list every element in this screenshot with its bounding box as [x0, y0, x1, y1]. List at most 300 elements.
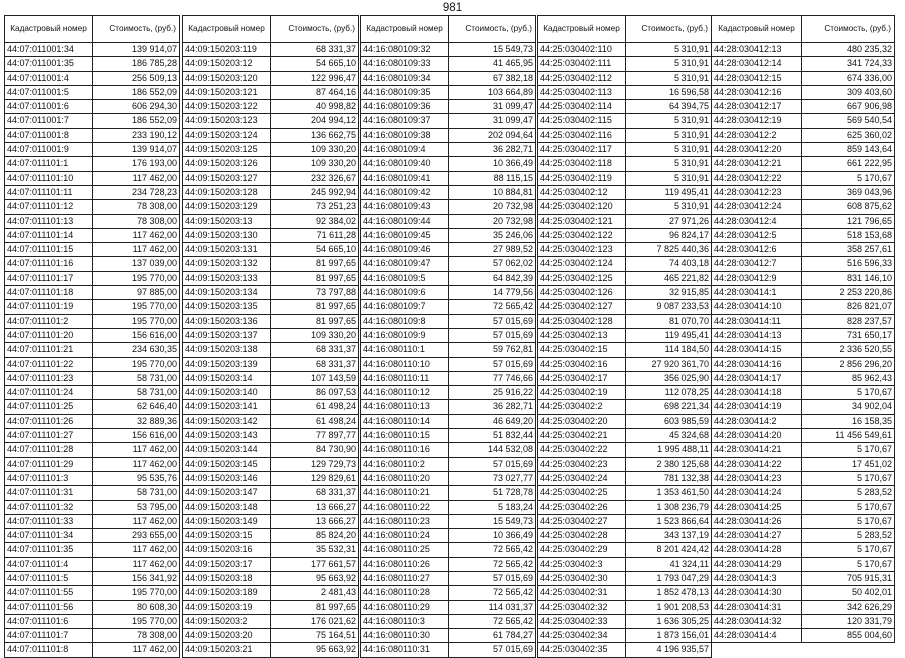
cost-cell: 41 324,11: [626, 557, 712, 571]
cost-cell: 2 856 296,20: [802, 357, 895, 371]
table-row: [712, 343, 895, 357]
cadastral-number-cell: 44:07:011101:32: [5, 500, 93, 514]
table-row: [361, 171, 536, 185]
cost-cell: 2 380 125,68: [626, 457, 712, 471]
cost-cell: 117 462,00: [93, 514, 180, 528]
cadastral-number-cell: 44:07:011001:34: [5, 43, 93, 57]
cadastral-number-cell: 44:09:150203:15: [183, 529, 271, 543]
cost-cell: 705 915,31: [802, 571, 895, 585]
table-row: [712, 414, 895, 428]
cost-cell: 34 902,04: [802, 400, 895, 414]
table-row: [712, 171, 895, 185]
cadastral-number-cell: 44:09:150203:135: [183, 300, 271, 314]
cadastral-number-cell: 44:28:030412:9: [712, 271, 802, 285]
table-row: [712, 157, 895, 171]
table-row: [5, 614, 180, 628]
table-row: [361, 557, 536, 571]
cadastral-number-cell: 44:25:030402:17: [538, 371, 626, 385]
cost-cell: 356 025,90: [626, 371, 712, 385]
cadastral-table: [182, 15, 359, 658]
cadastral-number-cell: 44:16:080110:16: [361, 443, 449, 457]
table-row: [183, 300, 359, 314]
table-row: [5, 557, 180, 571]
cadastral-number-cell: 44:07:011101:8: [5, 643, 93, 657]
table-row: [538, 286, 712, 300]
table-row: [183, 600, 359, 614]
table-row: [538, 43, 712, 57]
table-row: [361, 214, 536, 228]
table-row: [712, 328, 895, 342]
cadastral-number-cell: 44:07:011101:27: [5, 429, 93, 443]
table-row: [538, 328, 712, 342]
cost-cell: 68 331,37: [271, 357, 359, 371]
table-row: [5, 200, 180, 214]
cadastral-number-cell: 44:16:080110:21: [361, 486, 449, 500]
table-row: [712, 371, 895, 385]
table-row: [538, 257, 712, 271]
cost-cell: 92 384,02: [271, 214, 359, 228]
cost-cell: 85 824,20: [271, 529, 359, 543]
table-row: [361, 228, 536, 242]
table-row: [361, 643, 536, 657]
table-row: [361, 314, 536, 328]
cost-cell: 13 666,27: [271, 514, 359, 528]
cadastral-number-cell: 44:07:011001:4: [5, 71, 93, 85]
cadastral-number-cell: 44:28:030414:30: [712, 586, 802, 600]
cost-cell: 61 498,24: [271, 414, 359, 428]
cost-cell: 109 330,20: [271, 143, 359, 157]
cost-cell: 117 462,00: [93, 443, 180, 457]
cadastral-number-cell: 44:28:030414:27: [712, 529, 802, 543]
table-row: [183, 271, 359, 285]
cost-cell: 293 655,00: [93, 529, 180, 543]
table-row: [5, 486, 180, 500]
cadastral-number-cell: 44:16:080110:3: [361, 614, 449, 628]
cadastral-number-cell: 44:28:030414:28: [712, 543, 802, 557]
table-row: [361, 257, 536, 271]
cadastral-number-cell: 44:07:011101:11: [5, 185, 93, 199]
table-row: [183, 629, 359, 643]
table-row: [5, 457, 180, 471]
cadastral-number-cell: 44:09:150203:124: [183, 128, 271, 142]
table-row: [712, 214, 895, 228]
table-row: [538, 243, 712, 257]
table-row: [538, 300, 712, 314]
cost-cell: 122 996,47: [271, 71, 359, 85]
cost-cell: 177 661,57: [271, 557, 359, 571]
cost-cell: 5 310,91: [626, 143, 712, 157]
cadastral-number-cell: 44:28:030414:23: [712, 471, 802, 485]
table-row: [712, 314, 895, 328]
cadastral-number-cell: 44:16:080109:45: [361, 228, 449, 242]
cost-cell: 137 039,00: [93, 257, 180, 271]
table-row: [5, 328, 180, 342]
table-row: [5, 85, 180, 99]
cost-cell: 5 310,91: [626, 71, 712, 85]
cost-cell: 5 310,91: [626, 171, 712, 185]
cost-cell: 139 914,07: [93, 43, 180, 57]
cost-cell: 45 324,68: [626, 429, 712, 443]
cadastral-number-cell: 44:25:030402:25: [538, 486, 626, 500]
cadastral-number-cell: 44:07:011101:19: [5, 300, 93, 314]
cadastral-number-cell: 44:28:030412:22: [712, 171, 802, 185]
table-row: [361, 100, 536, 114]
table-row: [712, 543, 895, 557]
cadastral-number-cell: 44:09:150203:18: [183, 571, 271, 585]
cadastral-number-cell: 44:28:030414:29: [712, 557, 802, 571]
cadastral-number-cell: 44:25:030402:124: [538, 257, 626, 271]
cost-cell: 176 021,62: [271, 614, 359, 628]
cost-cell: 1 901 208,53: [626, 600, 712, 614]
table-row: [538, 100, 712, 114]
cadastral-number-cell: 44:28:030414:20: [712, 429, 802, 443]
table-row: [538, 314, 712, 328]
table-row: [183, 543, 359, 557]
table-row: [361, 543, 536, 557]
table-header-row: [361, 16, 536, 43]
cadastral-number-cell: 44:09:150203:148: [183, 500, 271, 514]
cadastral-number-cell: 44:07:011001:35: [5, 57, 93, 71]
cadastral-number-cell: 44:28:030412:21: [712, 157, 802, 171]
table-row: [538, 386, 712, 400]
cadastral-number-cell: 44:16:080109:38: [361, 128, 449, 142]
cadastral-number-cell: 44:07:011101:5: [5, 571, 93, 585]
table-row: [5, 243, 180, 257]
cadastral-number-cell: 44:09:150203:20: [183, 629, 271, 643]
cost-cell: 234 728,23: [93, 185, 180, 199]
cadastral-number-cell: 44:07:011001:8: [5, 128, 93, 142]
cost-cell: 27 989,52: [449, 243, 536, 257]
table-row: [712, 514, 895, 528]
cadastral-number-cell: 44:25:030402:121: [538, 214, 626, 228]
cost-cell: 36 282,71: [449, 400, 536, 414]
cost-cell: 5 310,91: [626, 157, 712, 171]
table-row: [538, 128, 712, 142]
cadastral-number-cell: 44:16:080109:8: [361, 314, 449, 328]
cadastral-number-cell: 44:28:030414:19: [712, 400, 802, 414]
cadastral-number-cell: 44:09:150203:140: [183, 386, 271, 400]
table-row: [538, 271, 712, 285]
cost-cell: 5 170,67: [802, 514, 895, 528]
cadastral-number-cell: 44:07:011101:3: [5, 471, 93, 485]
table-row: [183, 557, 359, 571]
table-row: [538, 200, 712, 214]
cadastral-number-cell: 44:25:030402:15: [538, 343, 626, 357]
cost-cell: 62 646,40: [93, 400, 180, 414]
cost-cell: 698 221,34: [626, 400, 712, 414]
table-row: [5, 643, 180, 657]
table-row: [183, 529, 359, 543]
cost-cell: 72 565,42: [449, 557, 536, 571]
cadastral-number-cell: 44:16:080109:36: [361, 100, 449, 114]
cadastral-number-cell: 44:07:011101:17: [5, 271, 93, 285]
cost-cell: 156 616,00: [93, 328, 180, 342]
cost-cell: 234 630,35: [93, 343, 180, 357]
cadastral-number-cell: 44:16:080110:28: [361, 586, 449, 600]
cost-cell: 2 481,43: [271, 586, 359, 600]
table-row: [361, 271, 536, 285]
table-row: [5, 429, 180, 443]
cadastral-number-cell: 44:07:011101:56: [5, 600, 93, 614]
cost-cell: 81 997,65: [271, 271, 359, 285]
cost-cell: 27 971,26: [626, 214, 712, 228]
cost-cell: 859 143,64: [802, 143, 895, 157]
cadastral-number-cell: 44:09:150203:123: [183, 114, 271, 128]
header-cost: Стоимость, (руб.): [449, 16, 536, 43]
cadastral-number-cell: 44:09:150203:122: [183, 100, 271, 114]
cost-cell: 14 779,56: [449, 286, 536, 300]
cost-cell: 16 596,58: [626, 85, 712, 99]
cadastral-number-cell: 44:25:030402:118: [538, 157, 626, 171]
cost-cell: 2 336 520,55: [802, 343, 895, 357]
cadastral-number-cell: 44:16:080109:37: [361, 114, 449, 128]
cadastral-number-cell: 44:25:030402:35: [538, 643, 626, 657]
cost-cell: 5 310,91: [626, 128, 712, 142]
cadastral-number-cell: 44:09:150203:147: [183, 486, 271, 500]
cadastral-number-cell: 44:25:030402:16: [538, 357, 626, 371]
cost-cell: 81 070,70: [626, 314, 712, 328]
table-row: [361, 500, 536, 514]
table-row: [5, 114, 180, 128]
cadastral-number-cell: 44:07:011101:10: [5, 171, 93, 185]
table-row: [361, 400, 536, 414]
cadastral-number-cell: 44:25:030402:119: [538, 171, 626, 185]
cadastral-number-cell: 44:25:030402:28: [538, 529, 626, 543]
cost-cell: 78 308,00: [93, 200, 180, 214]
cadastral-number-cell: 44:07:011101:20: [5, 328, 93, 342]
table-row: [183, 114, 359, 128]
table-row: [183, 286, 359, 300]
table-row: [538, 529, 712, 543]
table-row: [183, 43, 359, 57]
cadastral-number-cell: 44:28:030414:17: [712, 371, 802, 385]
cadastral-number-cell: 44:28:030412:5: [712, 228, 802, 242]
cost-cell: 61 498,24: [271, 400, 359, 414]
cadastral-number-cell: 44:16:080110:15: [361, 429, 449, 443]
cadastral-number-cell: 44:09:150203:131: [183, 243, 271, 257]
cost-cell: 57 015,69: [449, 328, 536, 342]
cost-cell: 176 193,00: [93, 157, 180, 171]
cost-cell: 57 015,69: [449, 357, 536, 371]
cadastral-number-cell: 44:25:030402:31: [538, 586, 626, 600]
cost-cell: 54 665,10: [271, 243, 359, 257]
cost-cell: 309 403,60: [802, 85, 895, 99]
cost-cell: 4 196 935,57: [626, 643, 712, 657]
cost-cell: 61 784,27: [449, 629, 536, 643]
cadastral-number-cell: 44:09:150203:139: [183, 357, 271, 371]
cadastral-number-cell: 44:25:030402:112: [538, 71, 626, 85]
cadastral-number-cell: 44:25:030402:26: [538, 500, 626, 514]
table-header-row: [538, 16, 712, 43]
table-row: [712, 457, 895, 471]
cost-cell: 57 062,02: [449, 257, 536, 271]
cost-cell: 112 078,25: [626, 386, 712, 400]
table-row: [183, 243, 359, 257]
table-row: [361, 243, 536, 257]
cost-cell: 1 995 488,11: [626, 443, 712, 457]
cost-cell: 5 170,67: [802, 386, 895, 400]
cadastral-number-cell: 44:16:080110:10: [361, 357, 449, 371]
table-row: [712, 443, 895, 457]
table-row: [361, 43, 536, 57]
table-row: [712, 471, 895, 485]
cadastral-number-cell: 44:09:150203:130: [183, 228, 271, 242]
table-row: [183, 586, 359, 600]
table-row: [538, 543, 712, 557]
cost-cell: 608 875,62: [802, 200, 895, 214]
cost-cell: 5 283,52: [802, 529, 895, 543]
cadastral-number-cell: 44:09:150203:149: [183, 514, 271, 528]
cadastral-number-cell: 44:16:080109:44: [361, 214, 449, 228]
cadastral-number-cell: 44:28:030412:15: [712, 71, 802, 85]
cadastral-number-cell: 44:25:030402:34: [538, 629, 626, 643]
cost-cell: 5 170,67: [802, 500, 895, 514]
cost-cell: 107 143,59: [271, 371, 359, 385]
cadastral-number-cell: 44:28:030412:7: [712, 257, 802, 271]
cadastral-number-cell: 44:28:030412:24: [712, 200, 802, 214]
cost-cell: 67 382,18: [449, 71, 536, 85]
cadastral-number-cell: 44:28:030414:24: [712, 486, 802, 500]
header-cost: Стоимость, (руб.): [93, 16, 180, 43]
table-row: [5, 214, 180, 228]
table-row: [712, 386, 895, 400]
table-row: [5, 529, 180, 543]
cost-cell: 15 549,73: [449, 43, 536, 57]
table-header-row: [712, 16, 895, 43]
cost-cell: 117 462,00: [93, 243, 180, 257]
cost-cell: 731 650,17: [802, 328, 895, 342]
table-row: [712, 629, 895, 643]
cadastral-number-cell: 44:07:011101:16: [5, 257, 93, 271]
table-row: [183, 314, 359, 328]
cost-cell: 826 821,07: [802, 300, 895, 314]
cadastral-number-cell: 44:09:150203:17: [183, 557, 271, 571]
table-row: [5, 471, 180, 485]
cadastral-number-cell: 44:07:011001:9: [5, 143, 93, 157]
cost-cell: 25 916,22: [449, 386, 536, 400]
cost-cell: 5 310,91: [626, 43, 712, 57]
cost-cell: 72 565,42: [449, 586, 536, 600]
cost-cell: 16 158,35: [802, 414, 895, 428]
cost-cell: 81 997,65: [271, 600, 359, 614]
cadastral-number-cell: 44:25:030402:115: [538, 114, 626, 128]
table-row: [5, 257, 180, 271]
table-row: [361, 128, 536, 142]
cost-cell: 10 366,49: [449, 157, 536, 171]
table-row: [538, 157, 712, 171]
cost-cell: 569 540,54: [802, 114, 895, 128]
cost-cell: 58 731,00: [93, 486, 180, 500]
cadastral-number-cell: 44:07:011001:7: [5, 114, 93, 128]
table-row: [361, 357, 536, 371]
table-row: [538, 600, 712, 614]
cost-cell: 36 282,71: [449, 143, 536, 157]
cost-cell: 32 915,85: [626, 286, 712, 300]
cadastral-table: [711, 15, 895, 643]
cost-cell: 5 310,91: [626, 114, 712, 128]
cadastral-number-cell: 44:16:080110:31: [361, 643, 449, 657]
cost-cell: 186 552,09: [93, 114, 180, 128]
cost-cell: 256 509,13: [93, 71, 180, 85]
cadastral-number-cell: 44:09:150203:142: [183, 414, 271, 428]
cadastral-number-cell: 44:09:150203:138: [183, 343, 271, 357]
table-row: [538, 343, 712, 357]
table-row: [712, 71, 895, 85]
cost-cell: 109 330,20: [271, 328, 359, 342]
cadastral-number-cell: 44:25:030402:110: [538, 43, 626, 57]
table-row: [5, 600, 180, 614]
cost-cell: 233 190,12: [93, 128, 180, 142]
cost-cell: 77 897,77: [271, 429, 359, 443]
table-row: [183, 486, 359, 500]
table-row: [361, 571, 536, 585]
cadastral-table: [4, 15, 180, 658]
cost-cell: 57 015,69: [449, 457, 536, 471]
cadastral-number-cell: 44:25:030402:120: [538, 200, 626, 214]
cadastral-number-cell: 44:16:080109:33: [361, 57, 449, 71]
cost-cell: 57 015,69: [449, 314, 536, 328]
table-row: [361, 143, 536, 157]
cost-cell: 117 462,00: [93, 643, 180, 657]
cadastral-number-cell: 44:28:030414:31: [712, 600, 802, 614]
table-row: [538, 171, 712, 185]
table-row: [183, 228, 359, 242]
table-row: [361, 57, 536, 71]
cost-cell: 20 732,98: [449, 214, 536, 228]
table-row: [183, 343, 359, 357]
cadastral-number-cell: 44:25:030402:114: [538, 100, 626, 114]
cost-cell: 103 664,89: [449, 85, 536, 99]
cadastral-number-cell: 44:07:011101:13: [5, 214, 93, 228]
cadastral-number-cell: 44:09:150203:141: [183, 400, 271, 414]
cost-cell: 51 832,44: [449, 429, 536, 443]
cost-cell: 71 611,28: [271, 228, 359, 242]
table-row: [183, 157, 359, 171]
table-row: [361, 414, 536, 428]
header-cost: Стоимость, (руб.): [802, 16, 895, 43]
cost-cell: 11 456 549,61: [802, 429, 895, 443]
table-row: [183, 357, 359, 371]
cadastral-number-cell: 44:16:080109:9: [361, 328, 449, 342]
cost-cell: 5 310,91: [626, 200, 712, 214]
cadastral-number-cell: 44:07:011101:21: [5, 343, 93, 357]
table-row: [361, 471, 536, 485]
table-row: [538, 571, 712, 585]
cost-cell: 117 462,00: [93, 557, 180, 571]
cadastral-number-cell: 44:25:030402:23: [538, 457, 626, 471]
cadastral-number-cell: 44:25:030402:29: [538, 543, 626, 557]
cost-cell: 35 532,31: [271, 543, 359, 557]
table-row: [5, 171, 180, 185]
table-row: [361, 286, 536, 300]
cadastral-number-cell: 44:09:150203:146: [183, 471, 271, 485]
table-row: [712, 429, 895, 443]
table-row: [538, 143, 712, 157]
table-row: [5, 386, 180, 400]
table-row: [5, 143, 180, 157]
cadastral-number-cell: 44:25:030402:126: [538, 286, 626, 300]
table-row: [538, 457, 712, 471]
cadastral-number-cell: 44:09:150203:129: [183, 200, 271, 214]
cadastral-number-cell: 44:07:011101:18: [5, 286, 93, 300]
table-row: [5, 443, 180, 457]
cadastral-number-cell: 44:09:150203:119: [183, 43, 271, 57]
cost-cell: 781 132,38: [626, 471, 712, 485]
cost-cell: 7 825 440,36: [626, 243, 712, 257]
table-row: [712, 243, 895, 257]
cadastral-number-cell: 44:09:150203:120: [183, 71, 271, 85]
cost-cell: 78 308,00: [93, 214, 180, 228]
